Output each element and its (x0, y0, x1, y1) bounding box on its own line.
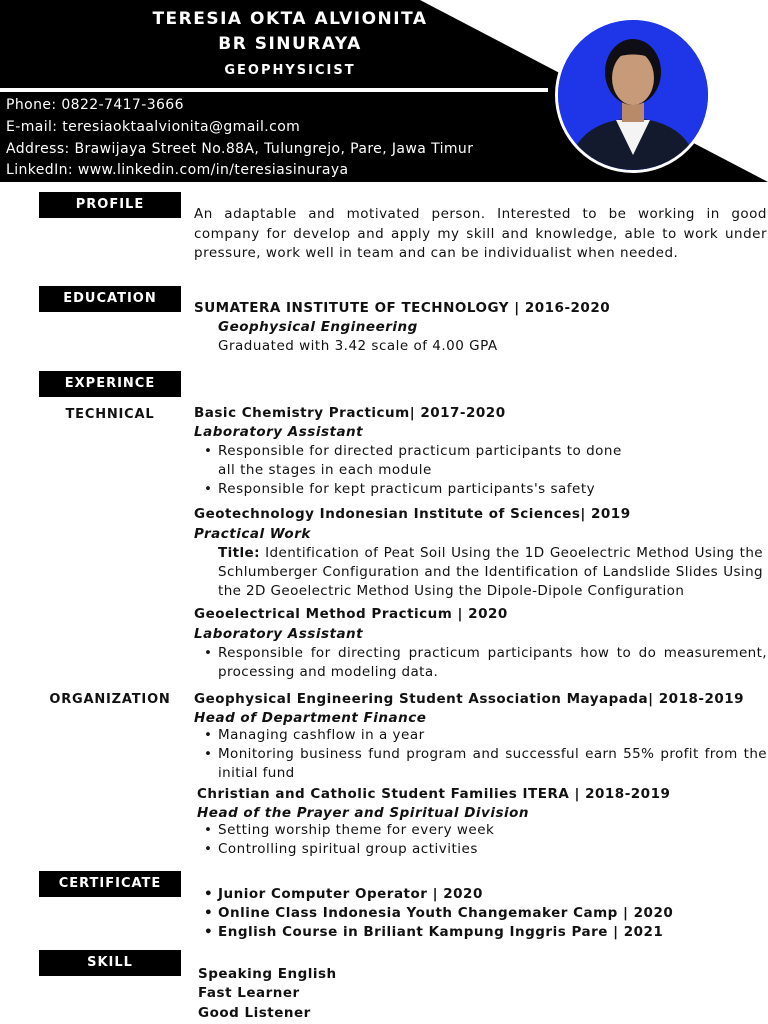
tech-1-title: Basic Chemistry Practicum| 2017-2020 (194, 405, 506, 421)
name-line-2: BR SINURAYA (218, 34, 362, 54)
tech-2-role: Practical Work (194, 526, 311, 542)
tech-1-bullet-2: • Responsible for kept practicum participants's safety (218, 480, 595, 499)
org-1-role: Head of Department Finance (194, 710, 427, 726)
education-major: Geophysical Engineering (218, 319, 418, 335)
subsection-organization: ORGANIZATION (49, 692, 171, 707)
contact-phone: Phone: 0822-7417-3666 (6, 97, 184, 113)
portrait-icon (558, 20, 708, 170)
tech-1-bullet-1-cont: all the stages in each module (218, 462, 432, 478)
org-1-bullet-2: • Monitoring business fund program and successful earn 55% profit from the initial fund (218, 745, 767, 783)
org-2-role: Head of the Prayer and Spiritual Division (197, 805, 530, 821)
tech-2-detail-label: Title: (218, 545, 260, 561)
skill-item-2: Fast Learner (198, 985, 300, 1001)
section-certificate: CERTIFICATE (39, 871, 181, 897)
contact-address: Address: Brawijaya Street No.88A, Tulungrejo, Pare, Jawa Timur (6, 141, 474, 157)
tech-3-role: Laboratory Assistant (194, 626, 364, 642)
certificate-item-3: • English Course in Briliant Kampung Inggris Pare | 2021 (218, 923, 663, 942)
org-2-title: Christian and Catholic Student Families ITERA | 2018-2019 (197, 786, 671, 802)
header-divider (0, 88, 548, 92)
section-skill: SKILL (39, 950, 181, 976)
resume-header (0, 0, 768, 182)
tech-3-title: Geoelectrical Method Practicum | 2020 (194, 606, 508, 622)
tech-1-bullet-1: • Responsible for directed practicum participants to done (218, 442, 622, 461)
certificate-item-2: • Online Class Indonesia Youth Changemaker Camp | 2020 (218, 904, 673, 923)
job-title: GEOPHYSICIST (224, 63, 356, 78)
section-profile: PROFILE (39, 192, 181, 218)
education-school: SUMATERA INSTITUTE OF TECHNOLOGY | 2016-2020 (194, 300, 611, 316)
tech-1-role: Laboratory Assistant (194, 424, 364, 440)
skill-item-1: Speaking English (198, 966, 337, 982)
profile-photo (555, 17, 711, 173)
certificate-item-1: • Junior Computer Operator | 2020 (218, 885, 483, 904)
tech-3-bullet-1: • Responsible for directing practicum participants how to do measurement, processing and modeling data. (218, 644, 767, 682)
section-experience: EXPERINCE (39, 371, 181, 397)
section-education: EDUCATION (39, 286, 181, 312)
tech-2-detail-text: Identification of Peat Soil Using the 1D Geoelectric Method Using the Schlumberger Configuration and the Identification of Landslide Slides Using the 2D Geoelectric Method Using the Dipole-Dipole Configuration (218, 545, 763, 599)
org-1-title: Geophysical Engineering Student Association Mayapada| 2018-2019 (194, 691, 745, 707)
org-2-bullet-2: • Controlling spiritual group activities (218, 840, 478, 859)
tech-2-detail (218, 544, 763, 601)
tech-2-title: Geotechnology Indonesian Institute of Sciences| 2019 (194, 506, 631, 522)
contact-email: E-mail: teresiaoktaalvionita@gmail.com (6, 119, 301, 135)
org-2-bullet-1: • Setting worship theme for every week (218, 821, 494, 840)
org-1-bullet-1: • Managing cashflow in a year (218, 726, 425, 745)
contact-linkedin: LinkedIn: www.linkedin.com/in/teresiasinuraya (6, 162, 349, 178)
profile-text: An adaptable and motivated person. Interested to be working in good company for develop and apply my skill and knowledge, able to work under pressure, work well in team and can be individualist when needed. (194, 206, 767, 261)
skill-item-3: Good Listener (198, 1005, 311, 1021)
education-gpa: Graduated with 3.42 scale of 4.00 GPA (218, 338, 498, 354)
name-line-1: TERESIA OKTA ALVIONITA (152, 9, 428, 29)
subsection-technical: TECHNICAL (65, 407, 155, 422)
